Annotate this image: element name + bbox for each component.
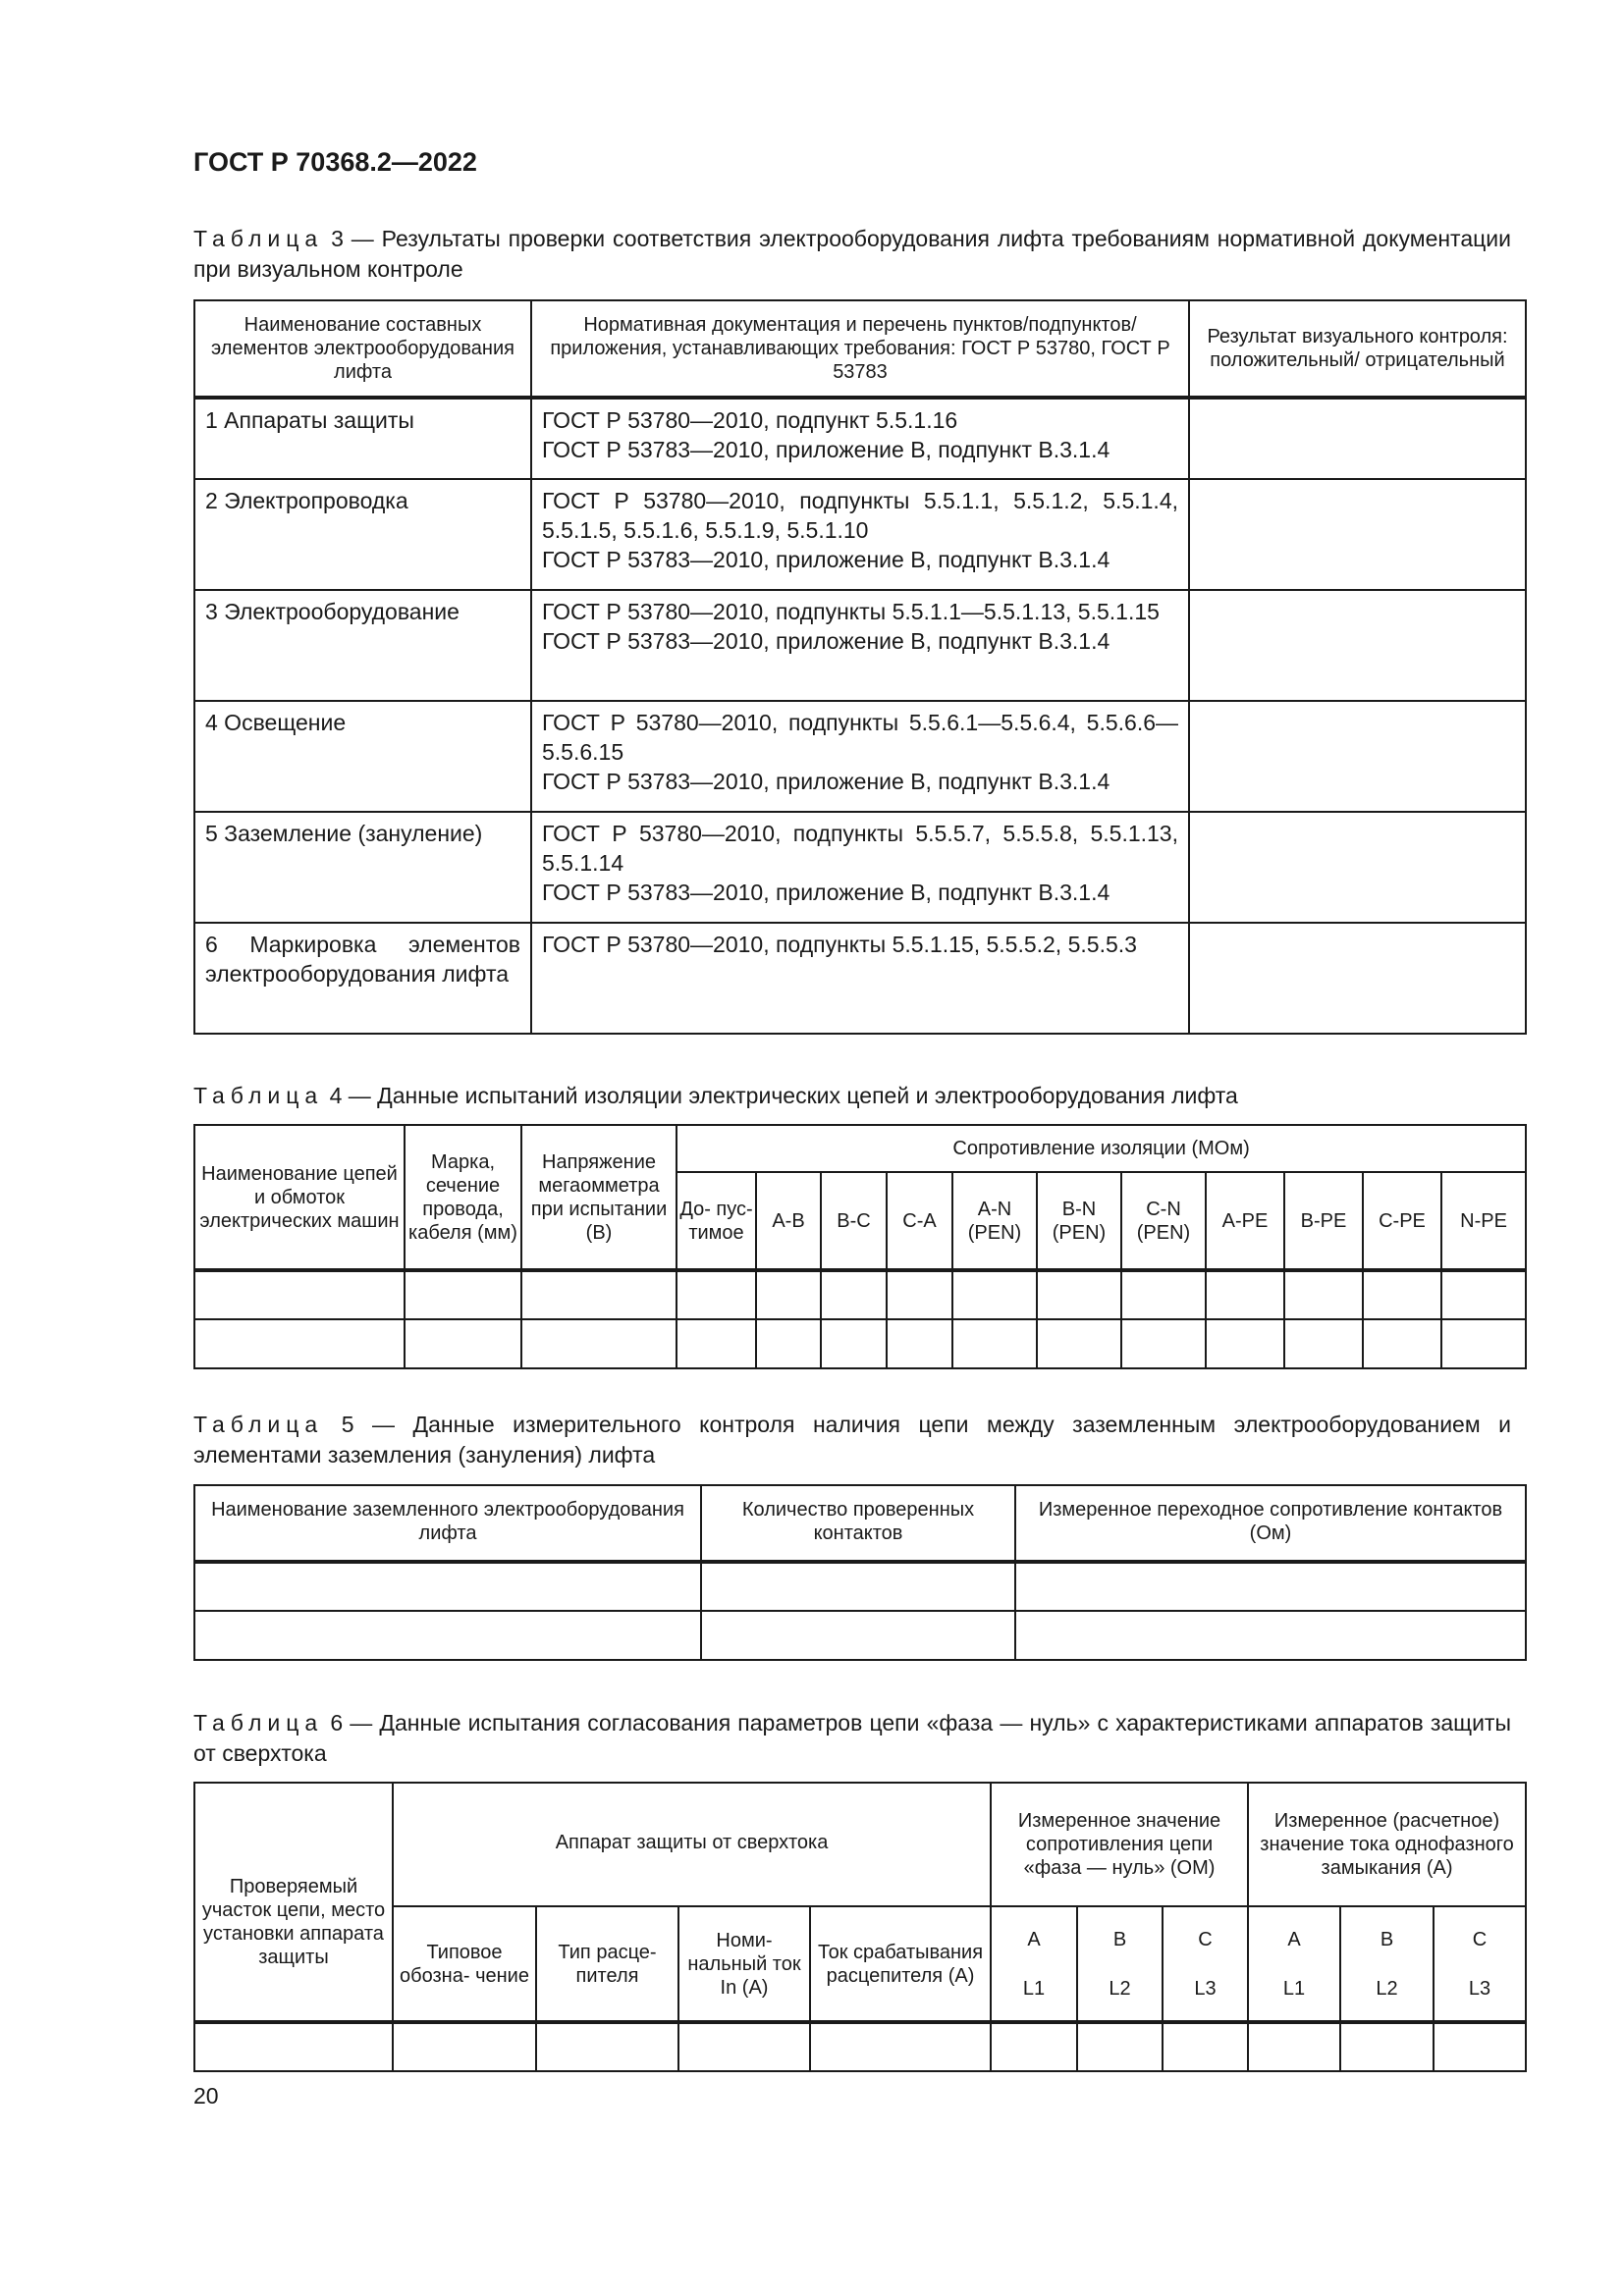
table-cell[interactable] [194, 2022, 393, 2071]
table4-col-ab: A-B [756, 1172, 821, 1270]
line-label: L3 [1468, 1977, 1491, 2000]
table-cell[interactable] [756, 1319, 821, 1368]
table-cell[interactable] [536, 2022, 678, 2071]
table4-col-bpe: B-PE [1284, 1172, 1363, 1270]
line-label: L1 [1022, 1977, 1046, 2000]
table-row [194, 1611, 1526, 1660]
table3-result-cell[interactable] [1189, 398, 1526, 479]
table4-col-permissible: До- пус- тимое [677, 1172, 756, 1270]
table4-col-bn: B-N (PEN) [1037, 1172, 1121, 1270]
table6-col-phase [1434, 1906, 1526, 2022]
doc-ref: ГОСТ Р 53783—2010, приложение В, подпункт В.3.1.4 [542, 628, 1110, 654]
table4-label: Таблица [193, 1083, 324, 1108]
table-cell[interactable] [1206, 1270, 1284, 1319]
table6-col-trip-current: Ток срабатывания расцепителя (А) [810, 1906, 991, 2022]
table3-header-element: Наименование составных элементов электрооборудования лифта [194, 300, 531, 398]
table-cell[interactable] [821, 1270, 887, 1319]
table3-header-result: Результат визуального контроля: положительный/ отрицательный [1189, 300, 1526, 398]
doc-ref: ГОСТ Р 53780—2010, подпункты 5.5.1.1, 5.5.1.2, 5.5.1.4, 5.5.1.5, 5.5.1.6, 5.5.1.9, 5.5.1.10 [542, 488, 1178, 543]
table3-result-cell[interactable] [1189, 479, 1526, 590]
table-cell[interactable] [677, 1270, 756, 1319]
line-label: L2 [1376, 1977, 1398, 2000]
table-cell[interactable] [521, 1270, 677, 1319]
table3-element: 6 Маркировка элементов электрооборудования лифта [194, 923, 531, 1034]
table3-docs [531, 812, 1189, 923]
table-cell[interactable] [952, 1319, 1037, 1368]
line-label: L2 [1109, 1977, 1131, 2000]
table-cell[interactable] [821, 1319, 887, 1368]
phase-label: A [1287, 1928, 1301, 1950]
table4-header-voltage: Напряжение мегаомметра при испытании (В) [521, 1125, 677, 1270]
table6-col-phase [1163, 1906, 1248, 2022]
line-label: L3 [1194, 1977, 1217, 2000]
table4-col-cpe: C-PE [1363, 1172, 1441, 1270]
table-cell[interactable] [1206, 1319, 1284, 1368]
table6-col-designation: Типовое обозна- чение [393, 1906, 536, 2022]
table6-col-rated-current: Номи- нальный ток In (А) [678, 1906, 810, 2022]
table3-caption-text: 3 — Результаты проверки соответствия электрооборудования лифта требованиям нормативной документации при визуальном контроле [193, 226, 1511, 282]
doc-ref: ГОСТ Р 53783—2010, приложение В, подпункт В.3.1.4 [542, 437, 1110, 462]
table-row [194, 479, 1526, 590]
table-row [194, 1562, 1526, 1611]
table-cell[interactable] [1363, 1270, 1441, 1319]
table6-caption-text: 6 — Данные испытания согласования параметров цепи «фаза — нуль» с характеристиками аппаратов защиты от сверхтока [193, 1710, 1512, 1766]
table3-element: 2 Электропроводка [194, 479, 531, 590]
table5-caption [193, 1410, 1511, 1470]
table6-header-current: Измеренное (расчетное) значение тока однофазного замыкания (А) [1248, 1783, 1526, 1906]
table-cell[interactable] [1434, 2022, 1526, 2071]
table-cell[interactable] [1121, 1319, 1206, 1368]
table6-col-release-type: Тип расце- пителя [536, 1906, 678, 2022]
table3-result-cell[interactable] [1189, 701, 1526, 812]
table-cell[interactable] [1015, 1611, 1526, 1660]
table3-element: 1 Аппараты защиты [194, 398, 531, 479]
table6-col-phase [991, 1906, 1077, 2022]
table-row [194, 2022, 1526, 2071]
table3-docs [531, 701, 1189, 812]
table-cell[interactable] [393, 2022, 536, 2071]
table-cell[interactable] [194, 1270, 405, 1319]
table5-header-contacts: Количество проверенных контактов [701, 1485, 1015, 1562]
table3-docs [531, 479, 1189, 590]
table3-result-cell[interactable] [1189, 812, 1526, 923]
table-row [194, 398, 1526, 479]
table6-col-phase [1077, 1906, 1163, 2022]
table-cell[interactable] [1015, 1562, 1526, 1611]
table-cell[interactable] [194, 1562, 701, 1611]
table-cell[interactable] [701, 1562, 1015, 1611]
table6 [193, 1782, 1527, 2072]
phase-label: C [1472, 1928, 1488, 1950]
doc-ref: ГОСТ Р 53780—2010, подпункт 5.5.1.16 [542, 407, 958, 433]
table-cell[interactable] [1441, 1319, 1526, 1368]
table-row [194, 1319, 1526, 1368]
table6-caption [193, 1708, 1511, 1769]
table-cell[interactable] [1340, 2022, 1434, 2071]
table-cell[interactable] [405, 1270, 521, 1319]
table-cell[interactable] [1121, 1270, 1206, 1319]
doc-ref: ГОСТ Р 53783—2010, приложение В, подпункт В.3.1.4 [542, 547, 1110, 572]
table6-header-impedance: Измеренное значение сопротивления цепи «фаза — нуль» (ОМ) [991, 1783, 1248, 1906]
table-cell[interactable] [677, 1319, 756, 1368]
table3-element: 3 Электрооборудование [194, 590, 531, 701]
table-cell[interactable] [1441, 1270, 1526, 1319]
doc-ref: ГОСТ Р 53783—2010, приложение В, подпункт В.3.1.4 [542, 769, 1110, 794]
table5-header-equipment: Наименование заземленного электрооборудования лифта [194, 1485, 701, 1562]
table-cell[interactable] [756, 1270, 821, 1319]
phase-label: C [1198, 1928, 1213, 1950]
doc-ref: ГОСТ Р 53783—2010, приложение В, подпункт В.3.1.4 [542, 880, 1110, 905]
table4-col-ape: A-PE [1206, 1172, 1284, 1270]
table-cell[interactable] [194, 1611, 701, 1660]
document-id: ГОСТ Р 70368.2—2022 [193, 147, 477, 177]
page-number: 20 [193, 2083, 219, 2109]
table3-element: 4 Освещение [194, 701, 531, 812]
table3-label: Таблица [193, 226, 324, 251]
phase-label: A [1027, 1928, 1041, 1950]
phase-label: B [1380, 1928, 1394, 1950]
table4-col-npe: N-PE [1441, 1172, 1526, 1270]
table4-col-bc: B-C [821, 1172, 887, 1270]
table-cell[interactable] [952, 1270, 1037, 1319]
table-row [194, 923, 1526, 1034]
table-cell[interactable] [1163, 2022, 1248, 2071]
table5-header-resistance: Измеренное переходное сопротивление контактов (Ом) [1015, 1485, 1526, 1562]
table6-header-device: Аппарат защиты от сверхтока [393, 1783, 991, 1906]
table-row [194, 701, 1526, 812]
table4 [193, 1124, 1527, 1369]
table-cell[interactable] [1037, 1319, 1121, 1368]
table4-caption [193, 1081, 1511, 1111]
phase-label: B [1112, 1928, 1127, 1950]
table3-docs [531, 398, 1189, 479]
table6-col-phase [1340, 1906, 1434, 2022]
table-row [194, 1270, 1526, 1319]
table6-header-section: Проверяемый участок цепи, место установки аппарата защиты [194, 1783, 393, 2022]
table6-col-phase [1248, 1906, 1340, 2022]
doc-ref: ГОСТ Р 53780—2010, подпункты 5.5.1.1—5.5.1.13, 5.5.1.15 [542, 599, 1160, 624]
table3-docs [531, 923, 1189, 1034]
table-cell[interactable] [810, 2022, 991, 2071]
table6-label: Таблица [193, 1710, 324, 1735]
table-cell[interactable] [1363, 1319, 1441, 1368]
table-cell[interactable] [887, 1319, 952, 1368]
table-cell[interactable] [194, 1319, 405, 1368]
table-cell[interactable] [701, 1611, 1015, 1660]
table-cell[interactable] [1284, 1270, 1363, 1319]
table5 [193, 1484, 1527, 1661]
table4-header-circuits: Наименование цепей и обмоток электрических машин [194, 1125, 405, 1270]
line-label: L1 [1282, 1977, 1306, 2000]
table3-result-cell[interactable] [1189, 923, 1526, 1034]
table3-caption [193, 224, 1511, 285]
table-cell[interactable] [1077, 2022, 1163, 2071]
doc-ref: ГОСТ Р 53780—2010, подпункты 5.5.1.15, 5.5.5.2, 5.5.5.3 [542, 932, 1137, 957]
table3-header-docs: Нормативная документация и перечень пунктов/подпунктов/ приложения, устанавливающих требования: ГОСТ Р 53780, ГОСТ Р 53783 [531, 300, 1189, 398]
table-cell[interactable] [1284, 1319, 1363, 1368]
table-cell[interactable] [405, 1319, 521, 1368]
table3-element: 5 Заземление (зануление) [194, 812, 531, 923]
table3-docs [531, 590, 1189, 701]
doc-ref: ГОСТ Р 53780—2010, подпункты 5.5.5.7, 5.5.5.8, 5.5.1.13, 5.5.1.14 [542, 821, 1178, 876]
table-cell[interactable] [1037, 1270, 1121, 1319]
doc-ref: ГОСТ Р 53780—2010, подпункты 5.5.6.1—5.5.6.4, 5.5.6.6—5.5.6.15 [542, 710, 1178, 765]
table3 [193, 299, 1527, 1035]
table-cell[interactable] [887, 1270, 952, 1319]
table4-col-ca: C-A [887, 1172, 952, 1270]
table4-header-wire: Марка, сечение провода, кабеля (мм) [405, 1125, 521, 1270]
table4-col-an: A-N (PEN) [952, 1172, 1037, 1270]
table3-result-cell[interactable] [1189, 590, 1526, 701]
table-cell[interactable] [991, 2022, 1077, 2071]
table-cell[interactable] [678, 2022, 810, 2071]
table5-label: Таблица [193, 1412, 324, 1437]
table-cell[interactable] [1248, 2022, 1340, 2071]
table4-col-cn: C-N (PEN) [1121, 1172, 1206, 1270]
table-row [194, 590, 1526, 701]
table5-caption-text: 5 — Данные измерительного контроля наличия цепи между заземленным электрооборудованием и элементами заземления (зануления) лифта [193, 1412, 1512, 1468]
table-cell[interactable] [521, 1319, 677, 1368]
table-row [194, 812, 1526, 923]
table4-header-resistance: Сопротивление изоляции (МОм) [677, 1125, 1526, 1172]
table4-caption-text: 4 — Данные испытаний изоляции электрических цепей и электрооборудования лифта [329, 1083, 1238, 1108]
